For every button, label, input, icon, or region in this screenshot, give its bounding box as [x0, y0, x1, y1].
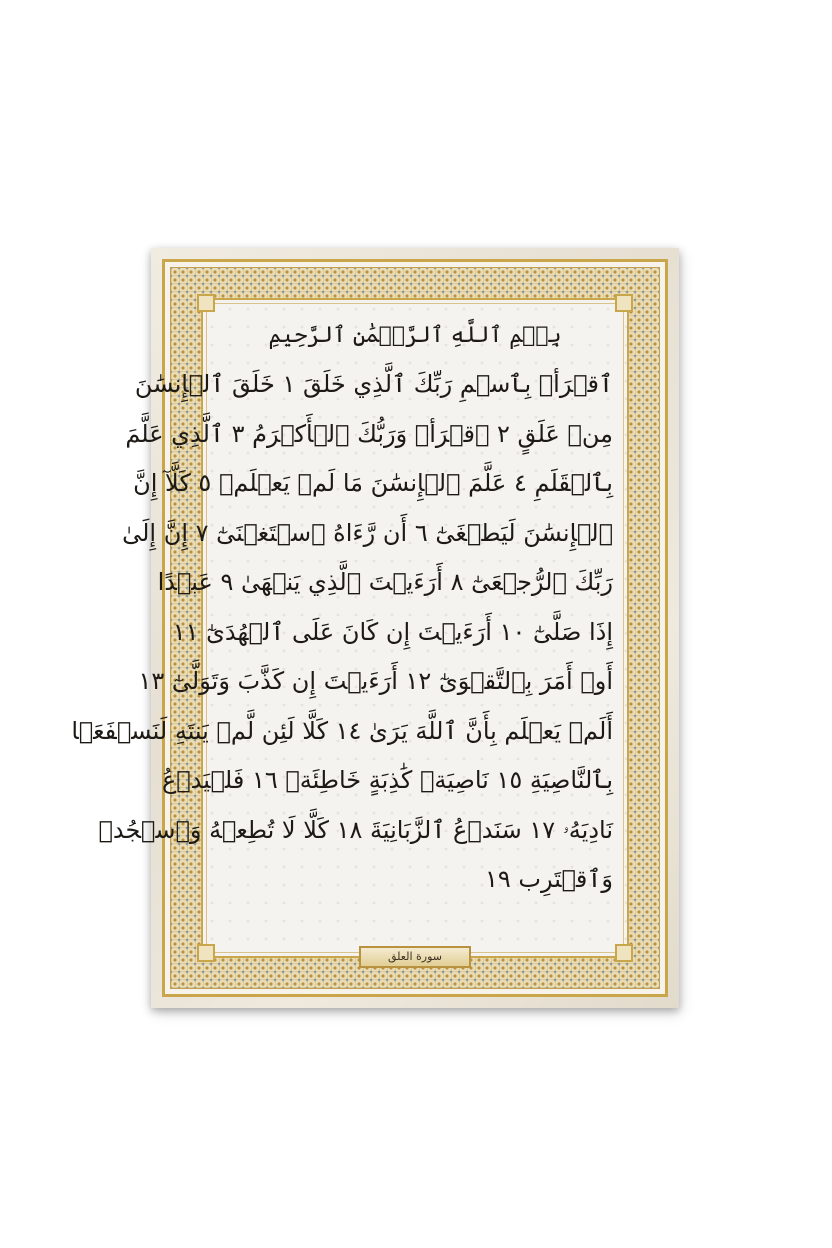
- verse-line-10: نَادِيَهُۥ ١٧ سَنَدۡعُ ٱلزَّبَانِيَةَ ١٨ كَلَّا لَا تُطِعۡهُ وَٱسۡجُدۡ: [98, 815, 613, 844]
- verse-line-11: وَٱقۡتَرِب ١٩: [484, 865, 613, 893]
- verse-line-9: بِٱلنَّاصِيَةِ ١٥ نَاصِيَةٖ كَٰذِبَةٍ خَاطِئَةٖ ١٦ فَلۡيَدۡعُ: [161, 766, 613, 794]
- surah-name-plaque: سورة العلق: [359, 946, 471, 968]
- surah-text: [71, 316, 613, 924]
- calligraphy-panel: [71, 298, 629, 963]
- basmala: بِسۡمِ ٱللَّهِ ٱلرَّحۡمَٰنِ ٱلرَّحِيمِ: [268, 323, 562, 348]
- corner-ornament: [615, 294, 633, 312]
- corner-ornament: [197, 294, 215, 312]
- verse-line-5: رَبِّكَ ٱلرُّجۡعَىٰٓ ٨ أَرَءَيۡتَ ٱلَّذِي يَنۡهَىٰ ٩ عَبۡدًا: [157, 568, 613, 596]
- corner-ornament: [197, 944, 215, 962]
- picture-frame: [71, 248, 679, 1008]
- verse-line-1: ٱقۡرَأۡ بِٱسۡمِ رَبِّكَ ٱلَّذِي خَلَقَ ١ خَلَقَ ٱلۡإِنسَٰنَ: [134, 370, 613, 398]
- verse-line-8: أَلَمۡ يَعۡلَم بِأَنَّ ٱللَّهَ يَرَىٰ ١٤ كَلَّا لَئِن لَّمۡ يَنتَهِ لَنَسۡفَعَۢا: [71, 716, 613, 745]
- verse-line-4: ٱلۡإِنسَٰنَ لَيَطۡغَىٰٓ ٦ أَن رَّءَاهُ ٱسۡتَغۡنَىٰٓ ٧ إِنَّ إِلَىٰ: [122, 518, 613, 547]
- verse-line-7: أَوۡ أَمَرَ بِٱلتَّقۡوَىٰٓ ١٢ أَرَءَيۡتَ إِن كَذَّبَ وَتَوَلَّىٰٓ ١٣: [138, 667, 613, 695]
- verse-line-6: إِذَا صَلَّىٰٓ ١٠ أَرَءَيۡتَ إِن كَانَ عَلَى ٱلۡهُدَىٰٓ ١١: [172, 617, 613, 646]
- corner-ornament: [615, 944, 633, 962]
- ornamental-border: [71, 267, 660, 989]
- verse-line-3: بِٱلۡقَلَمِ ٤ عَلَّمَ ٱلۡإِنسَٰنَ مَا لَمۡ يَعۡلَمۡ ٥ كَلَّآ إِنَّ: [133, 469, 613, 497]
- frame-gold-edge: [71, 259, 668, 997]
- verse-line-2: مِنۡ عَلَقٍ ٢ ٱقۡرَأۡ وَرَبُّكَ ٱلۡأَكۡرَمُ ٣ ٱلَّذِي عَلَّمَ: [125, 419, 613, 448]
